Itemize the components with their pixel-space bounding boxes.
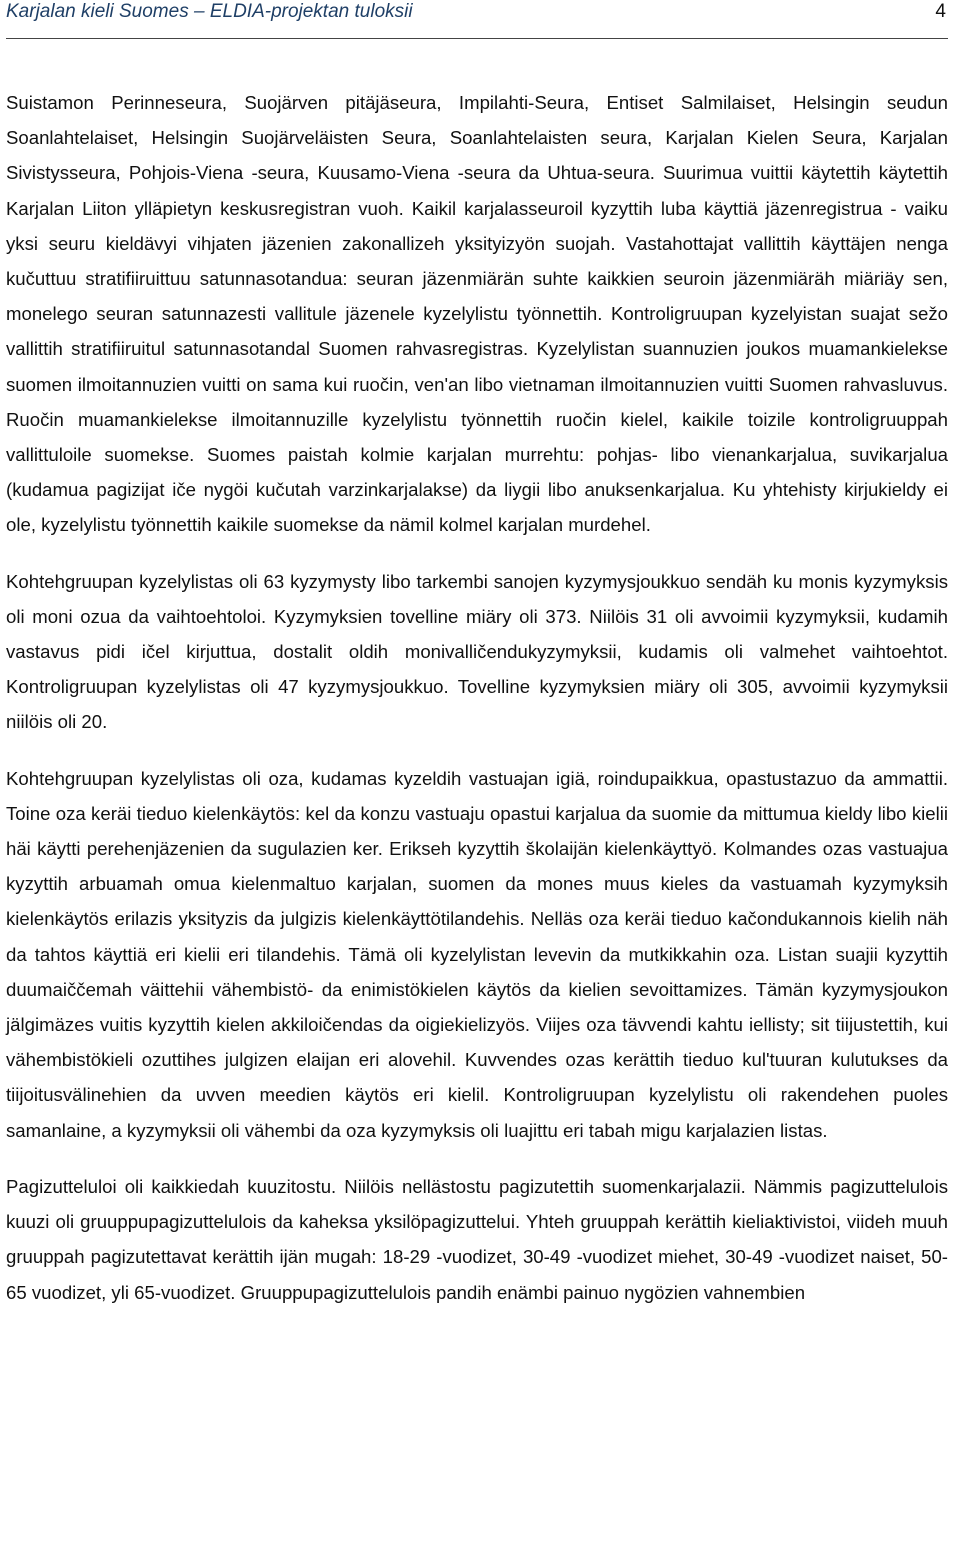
paragraph-questionnaire-size: Kohtehgruupan kyzelylistas oli 63 kyzymysty libo tarkembi sanojen kyzymysjoukkuo sendäh ku monis kyzymyksis oli moni ozua da vaihtoehtoloi. Kyzymyksien tovelline miäry oli 373. Niilöis 31 oli avvoimii kyzymyksii, kudamih vastavus pidi ičel kirjuttua, dostalit oldih monivalličendukyzymyksii, kudamis oli valmehet vaihtoehtot. Kontroligruupan kyzelylistas oli 47 kyzymysjoukkuo. Tovelline kyzymyksien miäry oli 305, avvoimii kyzymyksii niilöis oli 20. (6, 570, 948, 733)
paragraph-questionnaire-contents: Kohtehgruupan kyzelylistas oli oza, kudamas kyzeldih vastuajan igiä, roindupaikkua, opastustazuo da ammattii. Toine oza keräi tieduo kielenkäytös: kel da konzu vastuaju opastui karjalua da suomie da mittumua kieldy libo kielii häi käytti perehenjäzenien da sugulazien ker. Erikseh kyzyttih školaijän kielenkäyttyö. Kolmandes ozas vastuajua kyzyttih arbuamah omua kielenmaltuo karjalan, suomen da mones muus kieles da vastuamah kyzymyksih kielenkäytös erilazis yksityzis da julgizis kielenkäyttötilandehis. Nelläs oza keräi tieduo kačondukannois kielih näh da tahtos käyttiä eri kielii eri tilandehis. Tämä oli kyzelylistan levevin da mutkikkahin oza. Listan suajii kyzyttih duumaiččemah väittehii vähembistö- da enimistökielen käytös da kielien sevoittamizes. Tämän kyzymysjoukon jälgimäzes vuitis kyzyttih kielen akkiloičendas da oigiekielizyös. Viijes oza tävvendi kahtu iellisty; sit tiijustettih, kui vähembistökieli ozuttihes julgizen elaijan eri alovehil. Kuvvendes ozas kerättih tieduo kul'tuuran kulutukses da tiijoitusvälinehien da uvven meedien käytös eri kielil. Kontroligruupan kyzelylistu oli rakendehen puoles samanlaine, a kyzymyksii oli vähembi da oza kyzymyksis oli luajittu eri tabah migu karjalazien listas. (6, 767, 948, 1141)
paragraph-respondent-selection: Suistamon Perinneseura, Suojärven pitäjäseura, Impilahti-Seura, Entiset Salmilaiset, Helsingin seudun Soanlahtelaiset, Helsingin Suojärveläisten Seura, Soanlahtelaisten seura, Karjalan Kielen Seura, Karjalan Sivistysseura, Pohjois-Viena -seura, Kuusamo-Viena -seura da Uhtua-seura. Suurimua vuittii käytettih käytettih Karjalan Liiton ylläpietyn keskusregistran vuoh. Kaikil karjalasseuroil kyzyttih luba käyttiä jäzenregistrua - vaiku yksi seuru kieldävyi vihjaten jäzenien zakonallizeh yksityizyön suojah. Vastahottajat vallittih käyttäjen nenga kučuttuu stratifiiruittuu satunnasotandua: seuran jäzenmiärän suhte kaikkien seuroin jäzenmiäräh miäriäy sen, monelego seuran satunnazesti vallitule jäzenele kyzelylistu työnnettih. Kontroligruupan kyzelyistan suajat sežo vallittih stratifiiruitul satunnasotandal Suomen rahvasregistras. Kyzelylistan suannuzien joukos muamankielekse suomen ilmoitannuzien vuitti on sama kui ruočin, ven'an libo vietnaman ilmoitannuzien vuitti Suomen rahvasluvus. Ruočin muamankielekse ilmoitannuzille kyzelylistu työnnettih ruočin kielel, kaikile toizile kontroligruuppah vallittuloile suomekse. Suomes paistah kolmie karjalan murrehtu: pohjas- libo vienankarjalua, suvikarjalua (kudamua pagizijat iče nygöi kučutah varzinkarjalakse) da liygii libo anuksenkarjalua. Ku yhtehisty kirjukieldy ei ole, kyzelylistu työnnettih kaikile suomekse da nämil kolmel karjalan murdehel. (6, 92, 948, 536)
page-number: 4 (935, 1, 946, 22)
paragraph-interviews: Pagizutteluloi oli kaikkiedah kuuzitostu. Niilöis nellästostu pagizutettih suomenkarjalazii. Nämmis pagizuttelulois kuuzi oli gruuppupagizuttelulois da kaheksa yksilöpagizuttelui. Yhteh gruuppah kerättih kieliaktivistoi, viideh muuh gruuppah pagizutettavat kerättih ijän mugah: 18-29 -vuodizet, 30-49 -vuodizet miehet, 30-49 -vuodizet naiset, 50-65 vuodizet, yli 65-vuodizet. Gruuppupagizuttelulois pandih enämbi painuo nygözien vahnembien (6, 1175, 948, 1303)
body-text (6, 85, 948, 1310)
document-title: Karjalan kieli Suomes – ELDIA-projektan tuloksii (6, 1, 413, 22)
running-header (6, 0, 948, 39)
